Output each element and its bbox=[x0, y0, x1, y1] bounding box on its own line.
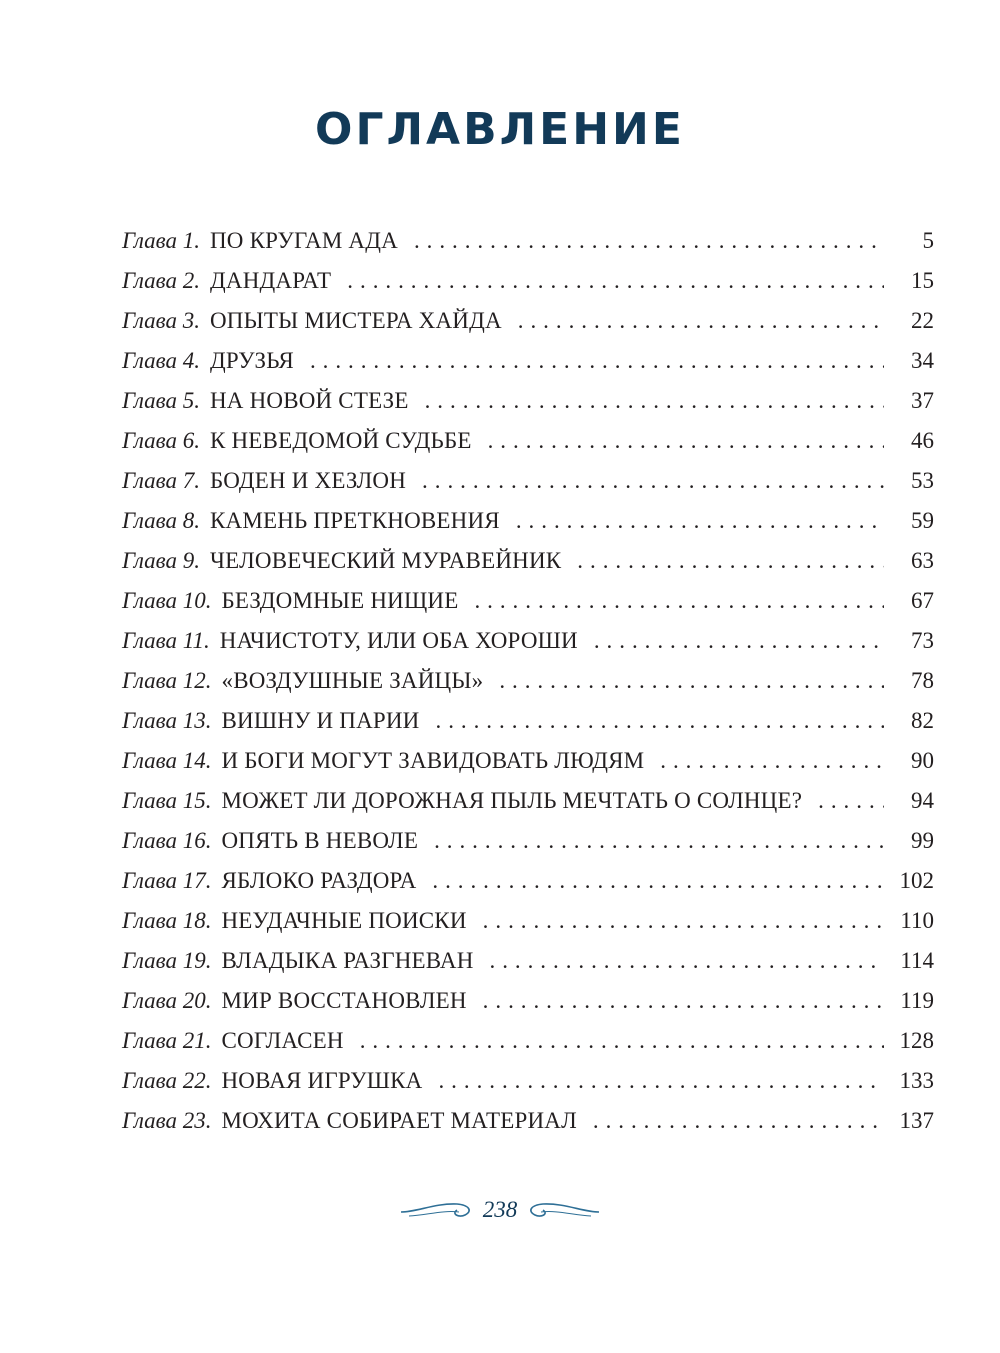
chapter-page-number: 102 bbox=[899, 868, 934, 893]
chapter-label: Глава 15. bbox=[122, 788, 212, 813]
chapter-title: НОВАЯ ИГРУШКА bbox=[221, 1068, 423, 1093]
dot-leader bbox=[432, 861, 884, 901]
toc-entry[interactable] bbox=[122, 861, 934, 901]
left-flourish-icon bbox=[399, 1199, 477, 1221]
chapter-label: Глава 16. bbox=[122, 828, 212, 853]
dot-leader bbox=[347, 261, 884, 301]
chapter-title: НАЧИСТОТУ, ИЛИ ОБА ХОРОШИ bbox=[219, 628, 578, 653]
dot-leader bbox=[499, 661, 884, 701]
chapter-page-number: 46 bbox=[911, 428, 934, 453]
chapter-title: НЕУДАЧНЫЕ ПОИСКИ bbox=[221, 908, 467, 933]
dot-leader bbox=[593, 1101, 884, 1141]
page-number: 238 bbox=[482, 1197, 518, 1222]
chapter-page-number: 34 bbox=[911, 348, 934, 373]
chapter-page-number: 82 bbox=[911, 708, 934, 733]
chapter-label: Глава 21. bbox=[122, 1028, 212, 1053]
chapter-page-number: 78 bbox=[911, 668, 934, 693]
chapter-label: Глава 1. bbox=[122, 228, 200, 253]
chapter-label: Глава 9. bbox=[122, 548, 200, 573]
chapter-page-number: 137 bbox=[899, 1108, 934, 1133]
dot-leader bbox=[483, 981, 884, 1021]
toc-entry[interactable] bbox=[122, 1021, 934, 1061]
chapter-label: Глава 17. bbox=[122, 868, 212, 893]
chapter-page-number: 99 bbox=[911, 828, 934, 853]
chapter-page-number: 67 bbox=[911, 588, 934, 613]
toc-entry[interactable] bbox=[122, 781, 934, 821]
chapter-label: Глава 10. bbox=[122, 588, 212, 613]
dot-leader bbox=[414, 221, 884, 261]
chapter-page-number: 114 bbox=[900, 948, 934, 973]
chapter-label: Глава 23. bbox=[122, 1108, 212, 1133]
chapter-title: БОДЕН И ХЕЗЛОН bbox=[210, 468, 407, 493]
dot-leader bbox=[425, 381, 884, 421]
toc-entry[interactable] bbox=[122, 421, 934, 461]
chapter-label: Глава 11. bbox=[122, 628, 210, 653]
toc-entry[interactable] bbox=[122, 621, 934, 661]
toc-entry[interactable] bbox=[122, 1101, 934, 1141]
chapter-title: КАМЕНЬ ПРЕТКНОВЕНИЯ bbox=[210, 508, 500, 533]
toc-entry[interactable] bbox=[122, 541, 934, 581]
chapter-page-number: 119 bbox=[900, 988, 934, 1013]
dot-leader bbox=[518, 301, 884, 341]
toc-entry[interactable] bbox=[122, 701, 934, 741]
chapter-label: Глава 22. bbox=[122, 1068, 212, 1093]
toc-entry[interactable] bbox=[122, 261, 934, 301]
chapter-title: МОХИТА СОБИРАЕТ МАТЕРИАЛ bbox=[221, 1108, 577, 1133]
chapter-page-number: 37 bbox=[911, 388, 934, 413]
chapter-label: Глава 8. bbox=[122, 508, 200, 533]
dot-leader bbox=[516, 501, 884, 541]
dot-leader bbox=[360, 1021, 884, 1061]
page-footer bbox=[0, 1190, 1000, 1230]
chapter-title: ЯБЛОКО РАЗДОРА bbox=[221, 868, 417, 893]
chapter-page-number: 63 bbox=[911, 548, 934, 573]
chapter-page-number: 133 bbox=[899, 1068, 934, 1093]
dot-leader bbox=[818, 781, 884, 821]
chapter-title: ВЛАДЫКА РАЗГНЕВАН bbox=[221, 948, 474, 973]
chapter-title: ДАНДАРАТ bbox=[210, 268, 332, 293]
chapter-page-number: 53 bbox=[911, 468, 934, 493]
chapter-title: К НЕВЕДОМОЙ СУДЬБЕ bbox=[210, 428, 472, 453]
chapter-title: ДРУЗЬЯ bbox=[210, 348, 294, 373]
toc-entry[interactable] bbox=[122, 501, 934, 541]
toc-entry[interactable] bbox=[122, 381, 934, 421]
dot-leader bbox=[488, 421, 884, 461]
chapter-label: Глава 5. bbox=[122, 388, 200, 413]
toc-entry[interactable] bbox=[122, 941, 934, 981]
chapter-label: Глава 4. bbox=[122, 348, 200, 373]
chapter-page-number: 59 bbox=[911, 508, 934, 533]
dot-leader bbox=[474, 581, 884, 621]
toc-entry[interactable] bbox=[122, 461, 934, 501]
chapter-page-number: 5 bbox=[922, 228, 934, 253]
toc-entry[interactable] bbox=[122, 1061, 934, 1101]
chapter-page-number: 22 bbox=[911, 308, 934, 333]
toc-entry[interactable] bbox=[122, 661, 934, 701]
toc-entry[interactable] bbox=[122, 741, 934, 781]
chapter-page-number: 128 bbox=[899, 1028, 934, 1053]
chapter-page-number: 94 bbox=[911, 788, 934, 813]
toc-entry[interactable] bbox=[122, 821, 934, 861]
dot-leader bbox=[310, 341, 884, 381]
dot-leader bbox=[660, 741, 884, 781]
page-title: ОГЛАВЛЕНИЕ bbox=[315, 104, 685, 155]
dot-leader bbox=[483, 901, 884, 941]
chapter-title: НА НОВОЙ СТЕЗЕ bbox=[210, 388, 409, 413]
toc-entry[interactable] bbox=[122, 341, 934, 381]
dot-leader bbox=[594, 621, 884, 661]
chapter-page-number: 110 bbox=[900, 908, 934, 933]
chapter-label: Глава 13. bbox=[122, 708, 212, 733]
dot-leader bbox=[436, 701, 885, 741]
chapter-label: Глава 19. bbox=[122, 948, 212, 973]
chapter-page-number: 90 bbox=[911, 748, 934, 773]
chapter-title: «ВОЗДУШНЫЕ ЗАЙЦЫ» bbox=[221, 668, 484, 693]
table-of-contents bbox=[122, 221, 934, 1141]
dot-leader bbox=[422, 461, 884, 501]
chapter-title: ЧЕЛОВЕЧЕСКИЙ МУРАВЕЙНИК bbox=[210, 548, 562, 573]
chapter-title: И БОГИ МОГУТ ЗАВИДОВАТЬ ЛЮДЯМ bbox=[221, 748, 645, 773]
toc-entry[interactable] bbox=[122, 901, 934, 941]
chapter-title: ПО КРУГАМ АДА bbox=[210, 228, 398, 253]
chapter-label: Глава 14. bbox=[122, 748, 212, 773]
dot-leader bbox=[490, 941, 885, 981]
chapter-title: ОПЯТЬ В НЕВОЛЕ bbox=[221, 828, 419, 853]
chapter-page-number: 73 bbox=[911, 628, 934, 653]
chapter-title: МОЖЕТ ЛИ ДОРОЖНАЯ ПЫЛЬ МЕЧТАТЬ О СОЛНЦЕ? bbox=[221, 788, 803, 813]
chapter-page-number: 15 bbox=[911, 268, 934, 293]
chapter-title: СОГЛАСЕН bbox=[221, 1028, 344, 1053]
dot-leader bbox=[438, 1061, 884, 1101]
dot-leader bbox=[577, 541, 884, 581]
toc-entry[interactable] bbox=[122, 301, 934, 341]
dot-leader bbox=[434, 821, 884, 861]
right-flourish-icon bbox=[523, 1199, 601, 1221]
chapter-title: ОПЫТЫ МИСТЕРА ХАЙДА bbox=[210, 308, 502, 333]
chapter-label: Глава 7. bbox=[122, 468, 200, 493]
chapter-label: Глава 20. bbox=[122, 988, 212, 1013]
chapter-label: Глава 6. bbox=[122, 428, 200, 453]
chapter-title: МИР ВОССТАНОВЛЕН bbox=[221, 988, 467, 1013]
toc-entry[interactable] bbox=[122, 221, 934, 261]
chapter-label: Глава 2. bbox=[122, 268, 200, 293]
chapter-label: Глава 12. bbox=[122, 668, 212, 693]
chapter-label: Глава 18. bbox=[122, 908, 212, 933]
chapter-title: БЕЗДОМНЫЕ НИЩИЕ bbox=[221, 588, 459, 613]
chapter-label: Глава 3. bbox=[122, 308, 200, 333]
toc-entry[interactable] bbox=[122, 981, 934, 1021]
chapter-title: ВИШНУ И ПАРИИ bbox=[221, 708, 420, 733]
toc-entry[interactable] bbox=[122, 581, 934, 621]
